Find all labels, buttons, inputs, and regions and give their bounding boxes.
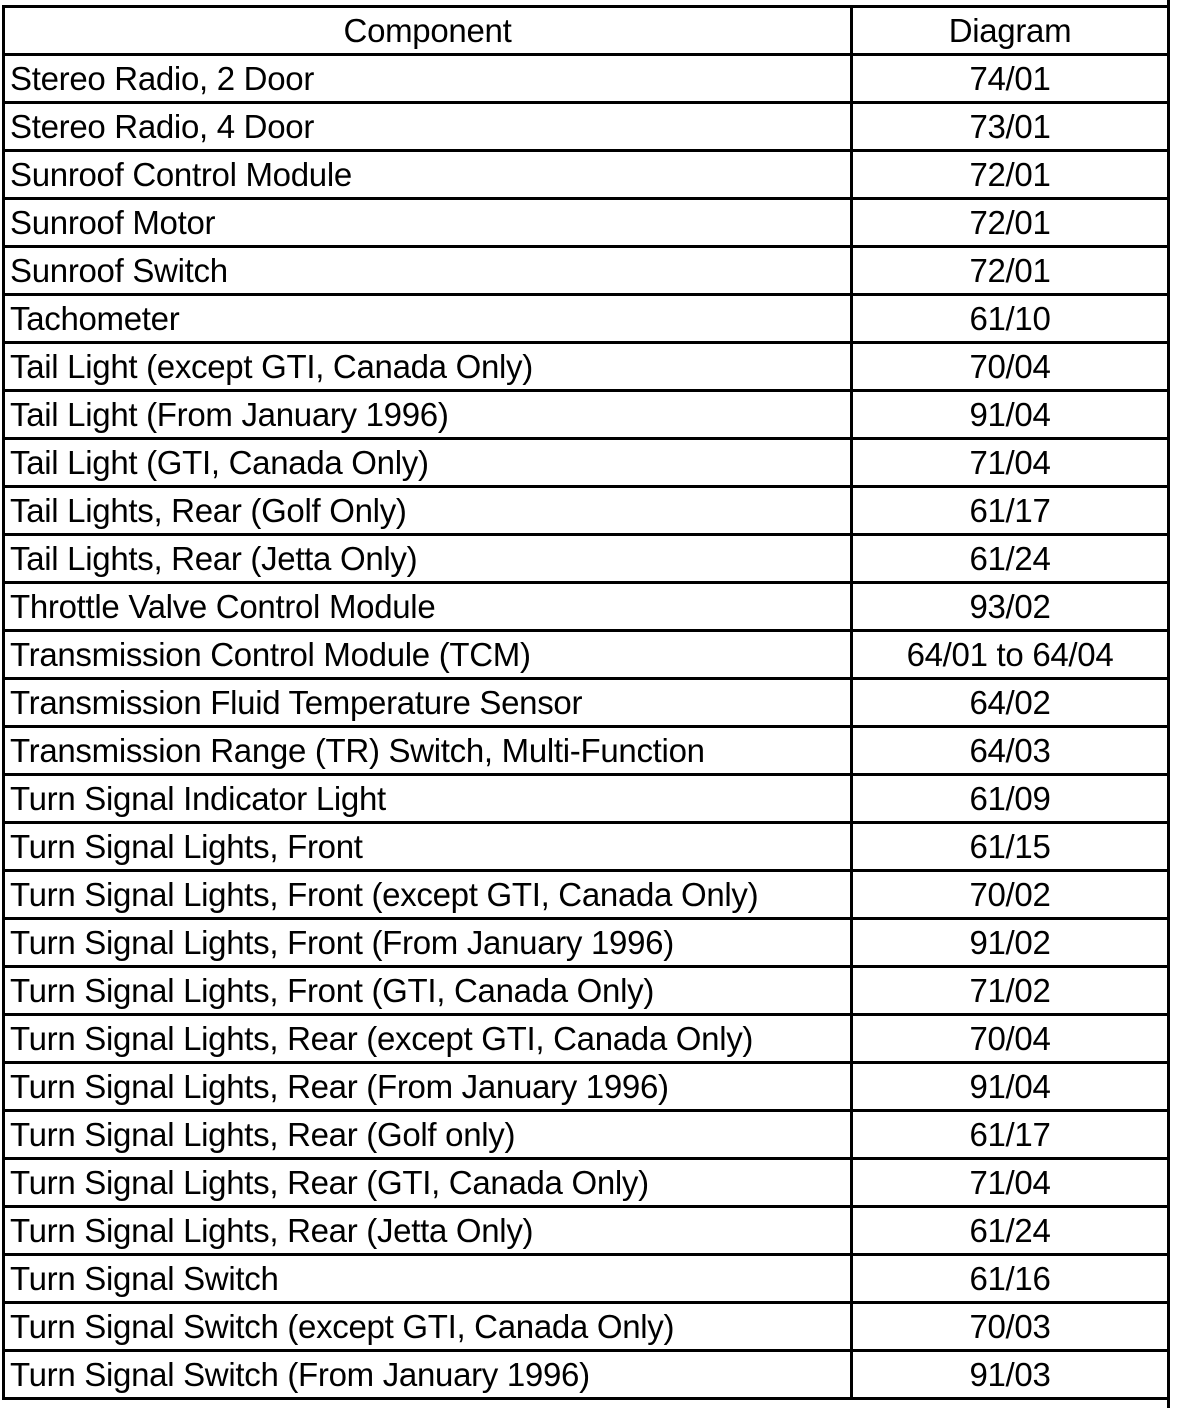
table-row	[4, 199, 1169, 247]
diagram-cell: 61/15	[852, 823, 1169, 871]
table-row	[4, 823, 1169, 871]
component-cell: Turn Signal Indicator Light	[4, 775, 852, 823]
component-cell: Turn Signal Lights, Rear (Golf only)	[4, 1111, 852, 1159]
table-row	[4, 295, 1169, 343]
component-cell: Sunroof Control Module	[4, 151, 852, 199]
component-cell: Sunroof Motor	[4, 199, 852, 247]
diagram-cell: 70/04	[852, 343, 1169, 391]
diagram-cell: 72/01	[852, 247, 1169, 295]
diagram-cell: 72/01	[852, 151, 1169, 199]
diagram-cell: 61/10	[852, 295, 1169, 343]
component-cell: Tachometer	[4, 295, 852, 343]
diagram-cell: 73/01	[852, 103, 1169, 151]
component-cell: Turn Signal Lights, Front (except GTI, Canada Only)	[4, 871, 852, 919]
component-cell: Tail Lights, Rear (Jetta Only)	[4, 535, 852, 583]
table-row	[4, 727, 1169, 775]
diagram-cell: 61/24	[852, 535, 1169, 583]
diagram-cell: 70/03	[852, 1303, 1169, 1351]
table-row	[4, 583, 1169, 631]
component-cell: Tail Light (GTI, Canada Only)	[4, 439, 852, 487]
diagram-cell: 61/16	[852, 1255, 1169, 1303]
table-row	[4, 391, 1169, 439]
table-row	[4, 535, 1169, 583]
diagram-cell: 91/04	[852, 391, 1169, 439]
component-cell: Turn Signal Switch (except GTI, Canada Only)	[4, 1303, 852, 1351]
table-row	[4, 1255, 1169, 1303]
table-row	[4, 1111, 1169, 1159]
component-cell: Tail Lights, Rear (Golf Only)	[4, 487, 852, 535]
table-row	[4, 343, 1169, 391]
component-cell: Transmission Fluid Temperature Sensor	[4, 679, 852, 727]
table-row	[4, 151, 1169, 199]
table-row	[4, 919, 1169, 967]
diagram-cell: 61/17	[852, 1111, 1169, 1159]
table-row	[4, 1207, 1169, 1255]
table-body	[4, 55, 1169, 1399]
component-cell: Turn Signal Lights, Rear (From January 1996)	[4, 1063, 852, 1111]
header-diagram: Diagram	[852, 7, 1169, 55]
table-row	[4, 247, 1169, 295]
diagram-cell: 93/02	[852, 583, 1169, 631]
component-cell: Turn Signal Lights, Rear (GTI, Canada Only)	[4, 1159, 852, 1207]
diagram-cell: 61/09	[852, 775, 1169, 823]
table-row	[4, 103, 1169, 151]
component-diagram-table	[2, 5, 1170, 1400]
diagram-cell: 61/24	[852, 1207, 1169, 1255]
component-cell: Tail Light (except GTI, Canada Only)	[4, 343, 852, 391]
diagram-cell: 71/02	[852, 967, 1169, 1015]
diagram-cell: 61/17	[852, 487, 1169, 535]
table-row	[4, 967, 1169, 1015]
component-cell: Stereo Radio, 2 Door	[4, 55, 852, 103]
component-cell: Transmission Range (TR) Switch, Multi-Function	[4, 727, 852, 775]
component-cell: Turn Signal Lights, Front (From January 1996)	[4, 919, 852, 967]
component-cell: Turn Signal Switch (From January 1996)	[4, 1351, 852, 1399]
table-row	[4, 775, 1169, 823]
component-cell: Throttle Valve Control Module	[4, 583, 852, 631]
diagram-cell: 91/03	[852, 1351, 1169, 1399]
component-cell: Turn Signal Lights, Front (GTI, Canada Only)	[4, 967, 852, 1015]
table-header-row	[4, 7, 1169, 55]
table-row	[4, 1063, 1169, 1111]
table-row	[4, 871, 1169, 919]
table-row	[4, 439, 1169, 487]
table-row	[4, 55, 1169, 103]
component-cell: Transmission Control Module (TCM)	[4, 631, 852, 679]
diagram-cell: 64/02	[852, 679, 1169, 727]
diagram-cell: 74/01	[852, 55, 1169, 103]
table-row	[4, 1351, 1169, 1399]
component-cell: Sunroof Switch	[4, 247, 852, 295]
component-cell: Turn Signal Switch	[4, 1255, 852, 1303]
table-row	[4, 1159, 1169, 1207]
diagram-cell: 70/02	[852, 871, 1169, 919]
table-row	[4, 679, 1169, 727]
diagram-cell: 71/04	[852, 439, 1169, 487]
table-row	[4, 1303, 1169, 1351]
component-cell: Stereo Radio, 4 Door	[4, 103, 852, 151]
diagram-cell: 64/01 to 64/04	[852, 631, 1169, 679]
table-row	[4, 487, 1169, 535]
diagram-cell: 64/03	[852, 727, 1169, 775]
diagram-cell: 71/04	[852, 1159, 1169, 1207]
component-cell: Turn Signal Lights, Rear (except GTI, Canada Only)	[4, 1015, 852, 1063]
table-row	[4, 1015, 1169, 1063]
diagram-cell: 91/04	[852, 1063, 1169, 1111]
diagram-cell: 70/04	[852, 1015, 1169, 1063]
diagram-cell: 72/01	[852, 199, 1169, 247]
diagram-cell: 91/02	[852, 919, 1169, 967]
component-cell: Turn Signal Lights, Rear (Jetta Only)	[4, 1207, 852, 1255]
page-right-border	[1167, 0, 1170, 1408]
header-component: Component	[4, 7, 852, 55]
table-row	[4, 631, 1169, 679]
component-cell: Tail Light (From January 1996)	[4, 391, 852, 439]
component-cell: Turn Signal Lights, Front	[4, 823, 852, 871]
